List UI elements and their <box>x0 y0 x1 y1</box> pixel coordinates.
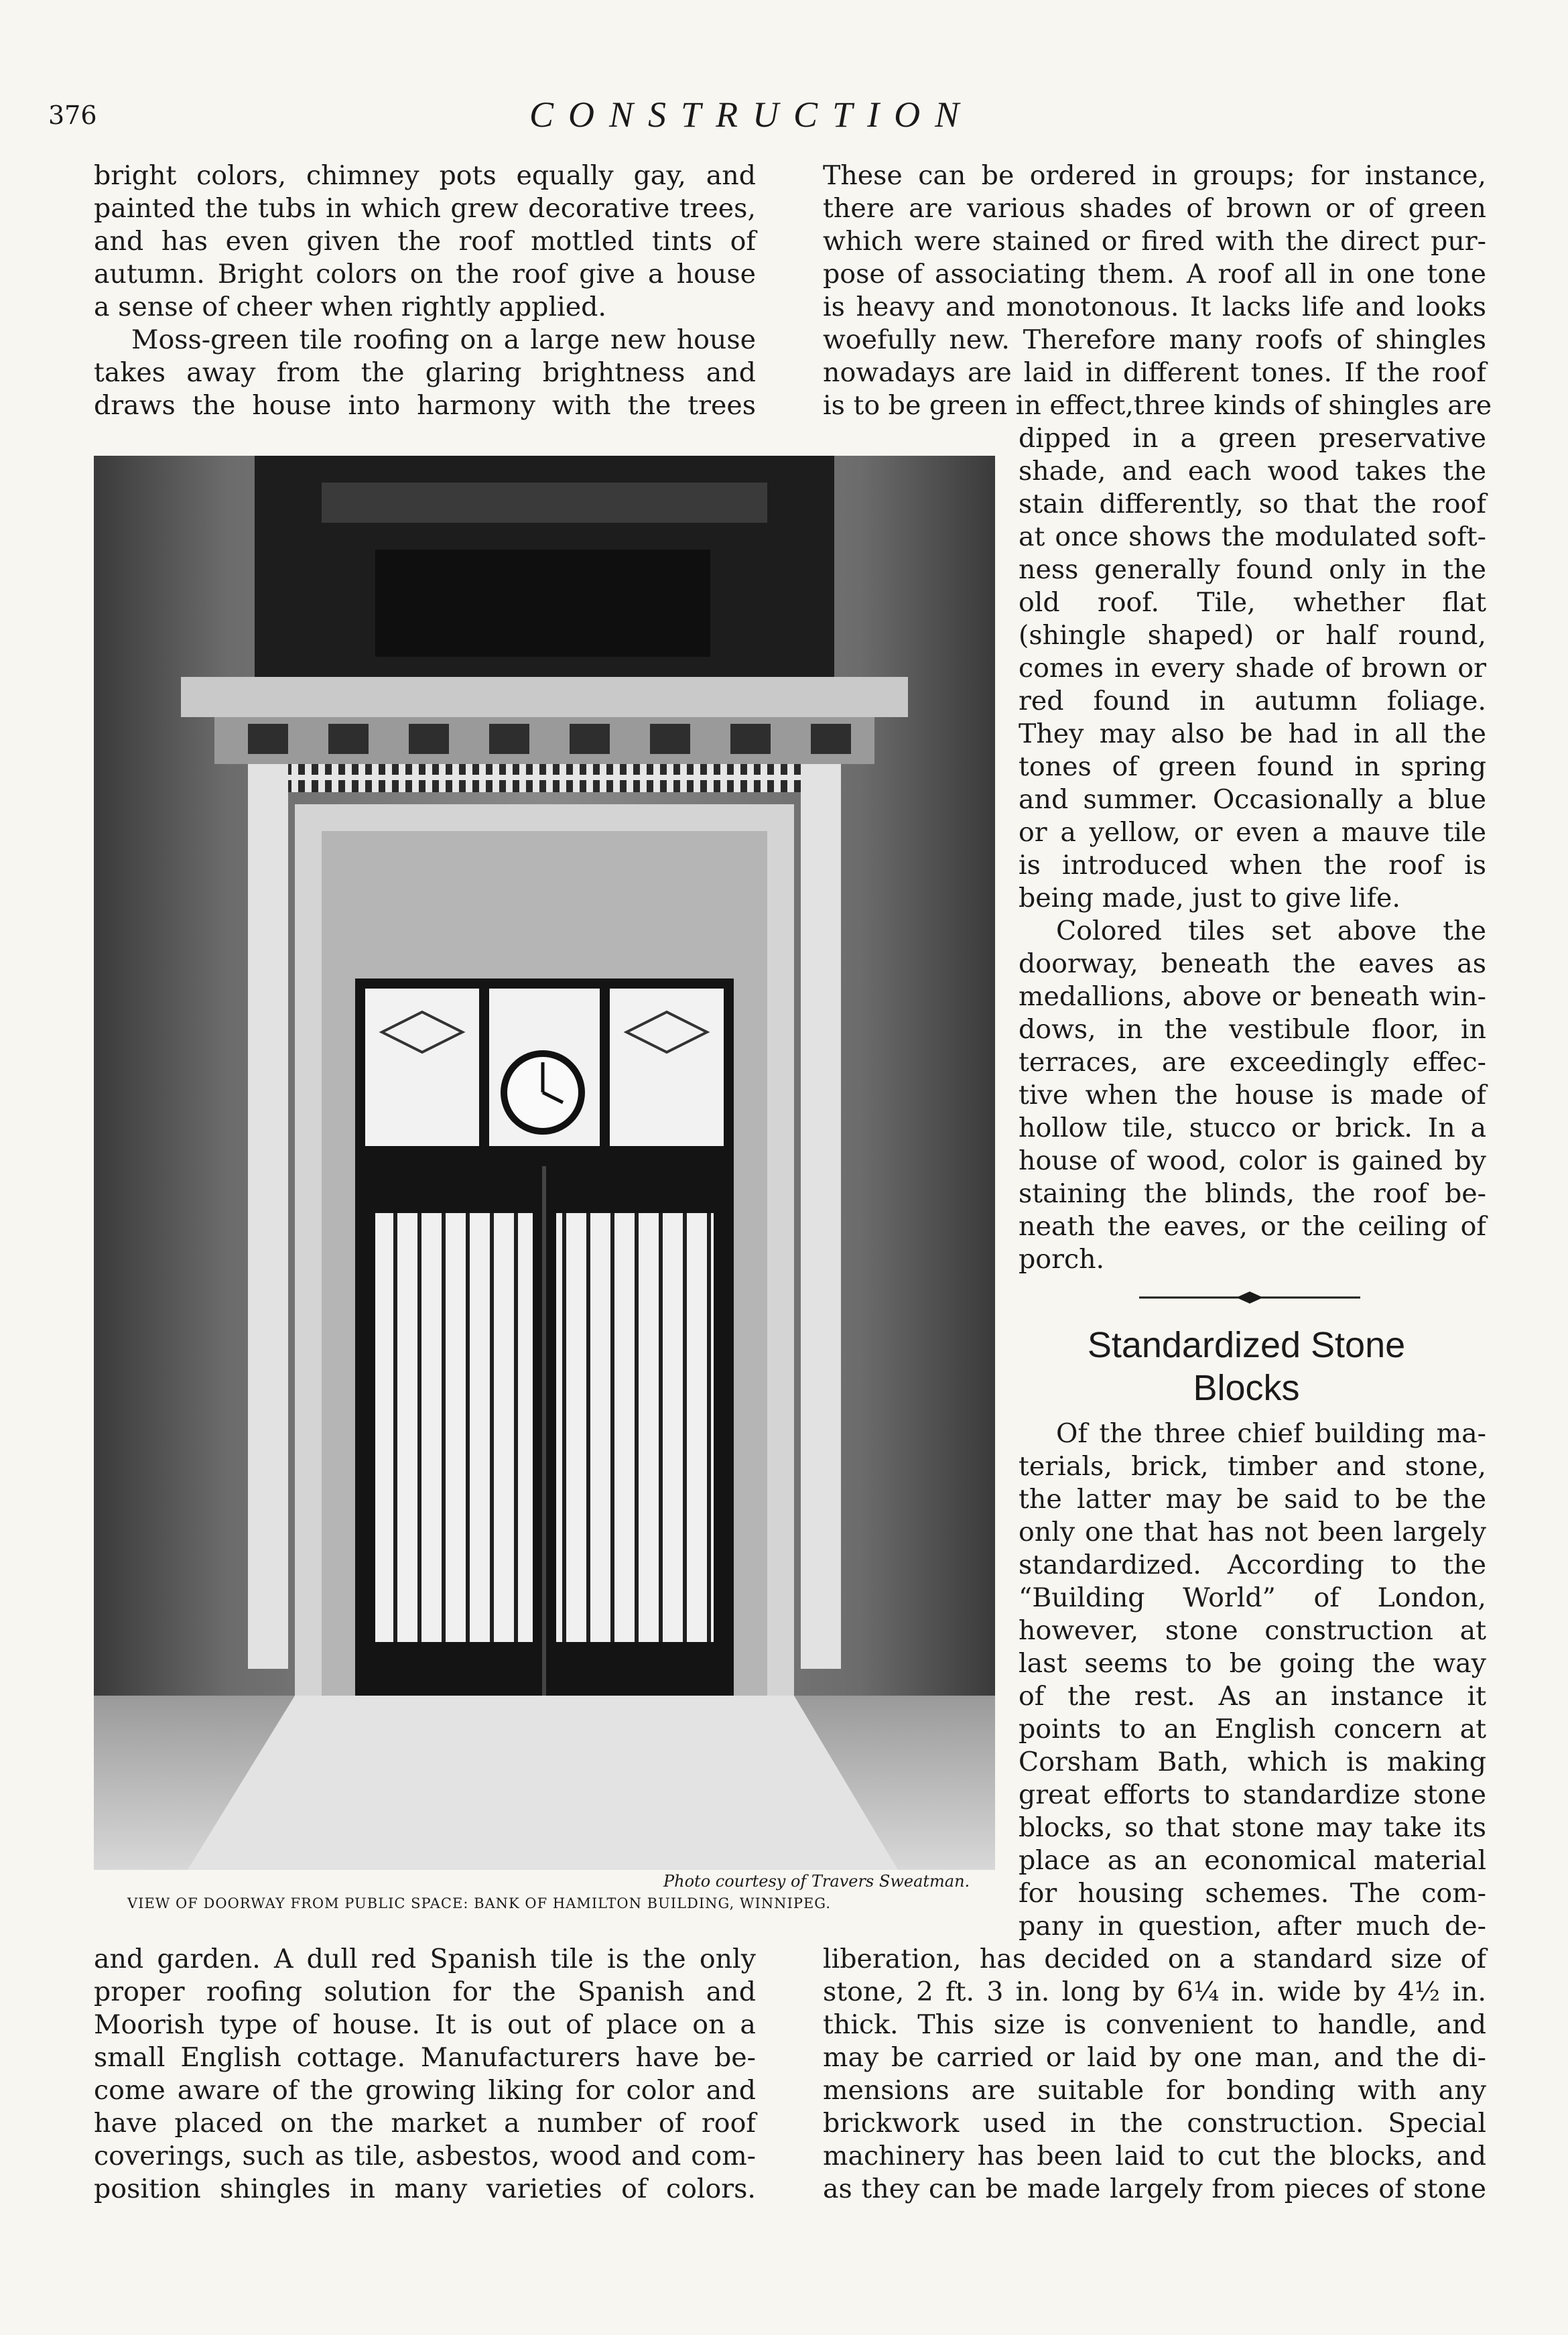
text-line: mensions are suitable for bonding with any <box>823 2075 1486 2106</box>
section-body <box>1019 1417 1486 1943</box>
text-line: last seems to be going the way <box>1019 1648 1486 1679</box>
running-title: CONSTRUCTION <box>529 94 974 135</box>
text-line: woefully new. Therefore many roofs of shingles <box>823 324 1486 355</box>
text-line: small English cottage. Manufacturers have be- <box>94 2042 756 2073</box>
text-line: hollow tile, stucco or brick. In a <box>1019 1113 1486 1143</box>
text-line: pany in question, after much de- <box>1019 1911 1486 1942</box>
text-line: red found in autumn foliage. <box>1019 686 1486 716</box>
text-line: ness generally found only in the <box>1019 554 1486 585</box>
text-line: place as an economical material <box>1019 1845 1486 1876</box>
text-line: They may also be had in all the <box>1019 718 1486 749</box>
ornament-divider <box>1139 1289 1360 1306</box>
text-line: of the rest. As an instance it <box>1019 1681 1486 1712</box>
text-line: and has even given the roof mottled tints of <box>94 226 756 257</box>
text-line: bright colors, chimney pots equally gay, and <box>94 160 756 191</box>
left-column-top <box>94 160 756 422</box>
text-line: a sense of cheer when rightly applied. <box>94 292 606 322</box>
page-number: 376 <box>48 101 97 130</box>
doorway-photograph <box>94 456 995 1870</box>
text-line: being made, just to give life. <box>1019 883 1400 913</box>
text-line: medallions, above or beneath win- <box>1019 981 1486 1012</box>
text-line: points to an English concern at <box>1019 1714 1486 1745</box>
text-line: dows, in the vestibule floor, in <box>1019 1014 1486 1045</box>
text-line: (shingle shaped) or half round, <box>1019 620 1486 651</box>
text-line: blocks, so that stone may take its <box>1019 1812 1486 1843</box>
text-line: coverings, such as tile, asbestos, wood and com- <box>94 2141 756 2171</box>
text-line: house of wood, color is gained by <box>1019 1145 1486 1176</box>
text-line: machinery has been laid to cut the blocks, and <box>823 2141 1486 2171</box>
text-line: stain differently, so that the roof <box>1019 489 1486 519</box>
text-line: porch. <box>1019 1244 1105 1275</box>
text-line: proper roofing solution for the Spanish and <box>94 1976 756 2007</box>
text-line: autumn. Bright colors on the roof give a house <box>94 259 756 290</box>
text-line: shade, and each wood takes the <box>1019 456 1486 487</box>
section-heading <box>1019 1324 1474 1409</box>
text-line: or a yellow, or even a mauve tile <box>1019 817 1486 848</box>
text-line: terraces, are exceedingly effec- <box>1019 1047 1486 1078</box>
text-line: have placed on the market a number of roof <box>94 2108 756 2139</box>
text-line: comes in every shade of brown or <box>1019 653 1486 684</box>
text-line: staining the blinds, the roof be- <box>1019 1178 1486 1209</box>
text-line: which were stained or fired with the direct pur- <box>823 226 1486 257</box>
text-line: These can be ordered in groups; for instance, <box>823 160 1486 191</box>
text-line: there are various shades of brown or of green <box>823 193 1486 224</box>
right-column-bottom <box>823 1943 1486 2206</box>
heading-line: Blocks <box>1193 1368 1300 1408</box>
text-line: stone, 2 ft. 3 in. long by 6¼ in. wide by 4½ in. <box>823 1976 1486 2007</box>
text-line: only one that has not been largely <box>1019 1517 1486 1548</box>
left-column-bottom <box>94 1943 756 2206</box>
text-line: doorway, beneath the eaves as <box>1019 948 1486 979</box>
text-line: is to be green in effect,three kinds of shingles are <box>823 390 1492 421</box>
text-line: and garden. A dull red Spanish tile is the only <box>94 1944 756 1974</box>
text-line: for housing schemes. The com- <box>1019 1878 1486 1909</box>
text-line: however, stone construction at <box>1019 1615 1486 1646</box>
text-line: is introduced when the roof is <box>1019 850 1486 881</box>
text-line: terials, brick, timber and stone, <box>1019 1451 1486 1482</box>
text-line: nowadays are laid in different tones. If the roof <box>823 357 1486 388</box>
photo-credit: Photo courtesy of Travers Sweatman. <box>663 1872 970 1891</box>
text-line: Moss-green tile roofing on a large new house <box>131 324 756 355</box>
text-line: takes away from the glaring brightness and <box>94 357 756 388</box>
right-column-narrow <box>1019 422 1486 1276</box>
text-line: tones of green found in spring <box>1019 751 1486 782</box>
text-line: Colored tiles set above the <box>1056 916 1486 946</box>
text-line: the latter may be said to be the <box>1019 1484 1486 1515</box>
text-line: painted the tubs in which grew decorative trees, <box>94 193 756 224</box>
text-line: dipped in a green preservative <box>1019 423 1486 454</box>
text-line: liberation, has decided on a standard size of <box>823 1944 1486 1974</box>
text-line: come aware of the growing liking for color and <box>94 2075 756 2106</box>
right-column-top <box>823 160 1492 422</box>
text-line: draws the house into harmony with the trees <box>94 390 756 421</box>
text-line: position shingles in many varieties of colors. <box>94 2173 756 2204</box>
text-line: brickwork used in the construction. Special <box>823 2108 1486 2139</box>
text-line: pose of associating them. A roof all in one tone <box>823 259 1486 290</box>
text-line: is heavy and monotonous. It lacks life and looks <box>823 292 1486 322</box>
text-line: and summer. Occasionally a blue <box>1019 784 1486 815</box>
text-line: at once shows the modulated soft- <box>1019 521 1486 552</box>
text-line: standardized. According to the <box>1019 1550 1486 1580</box>
doorway-illustration <box>94 456 995 1870</box>
text-line: thick. This size is convenient to handle, and <box>823 2009 1486 2040</box>
text-line: as they can be made largely from pieces of stone <box>823 2173 1486 2204</box>
text-line: may be carried or laid by one man, and the di- <box>823 2042 1486 2073</box>
text-line: great efforts to standardize stone <box>1019 1779 1486 1810</box>
photo-caption: VIEW OF DOORWAY FROM PUBLIC SPACE: BANK OF HAMILTON BUILDING, WINNIPEG. <box>127 1895 832 1911</box>
text-line: Moorish type of house. It is out of place on a <box>94 2009 756 2040</box>
text-line: “Building World” of London, <box>1019 1582 1486 1613</box>
text-line: Of the three chief building ma- <box>1056 1418 1486 1449</box>
text-line: old roof. Tile, whether flat <box>1019 587 1486 618</box>
heading-line: Standardized Stone <box>1087 1325 1406 1365</box>
text-line: tive when the house is made of <box>1019 1080 1486 1111</box>
text-line: neath the eaves, or the ceiling of <box>1019 1211 1486 1242</box>
text-line: Corsham Bath, which is making <box>1019 1747 1486 1777</box>
